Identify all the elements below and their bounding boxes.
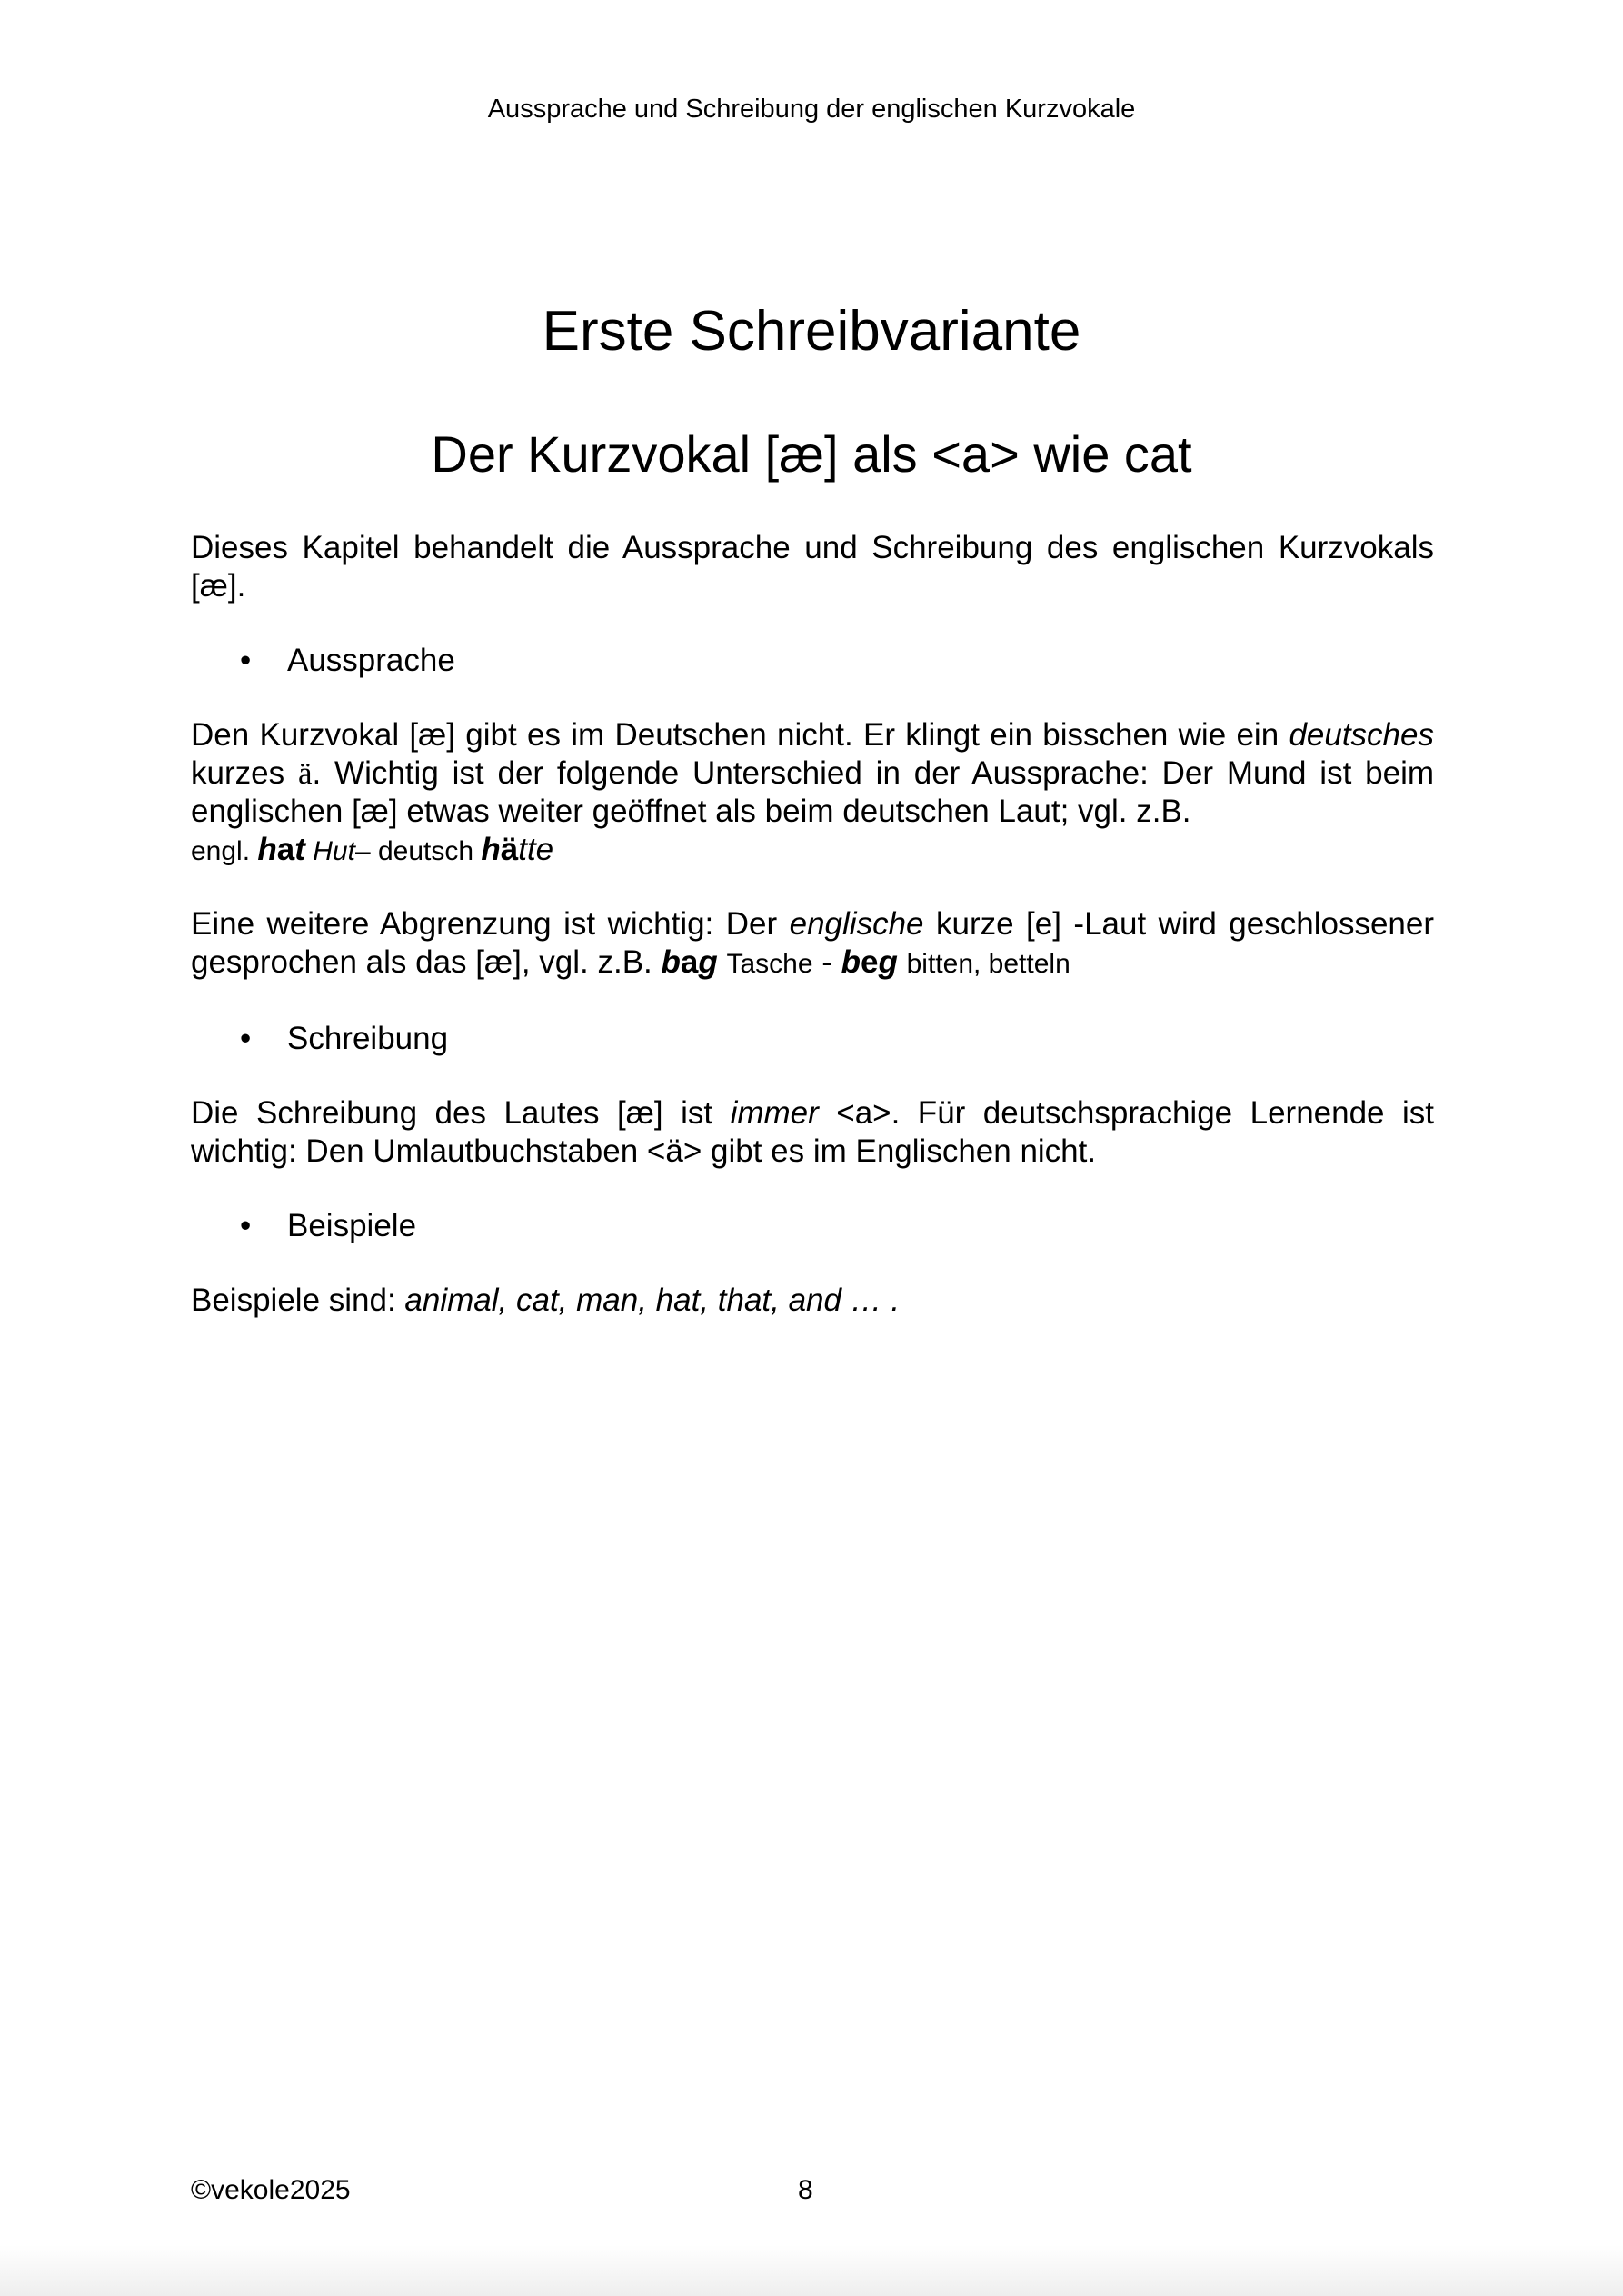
footer-page-number: 8 [798, 2175, 813, 2205]
example-word-haette: hätte [481, 832, 554, 867]
translation-hut: Hut [313, 836, 355, 866]
abgrenzung-paragraph: Eine weitere Abgrenzung ist wichtig: Der englische kurze [e] -Laut wird geschlossener gesprochen als das [æ], vgl. z.B. bag Tasche - beg bitten, betteln [191, 906, 1434, 980]
bullet-dot-icon: • [240, 1208, 252, 1243]
translation-tasche: Tasche [726, 949, 813, 979]
page-bottom-shade [0, 2245, 1623, 2296]
beispiele-paragraph: Beispiele sind: animal, cat, man, hat, that, and … . [191, 1283, 901, 1318]
aussprache-example: engl. hat Hut– deutsch hätte [191, 832, 554, 867]
aussprache-paragraph: Den Kurzvokal [æ] gibt es im Deutschen nicht. Er klingt ein bisschen wie ein deutsches kurzes ä. Wichtig ist der folgende Unterschied in der Aussprache: Der Mund ist beim englischen [æ] etwas weiter geöffnet als beim deutschen Laut; vgl. z.B. [191, 717, 1435, 829]
bullet-aussprache [191, 642, 1434, 680]
emphasis-immer: immer [730, 1095, 819, 1131]
bullet-dot-icon: • [240, 643, 252, 678]
emphasis-englische: englische [789, 906, 924, 942]
bullet-label: Schreibung [287, 1021, 449, 1056]
bullet-beispiele [191, 1207, 1434, 1245]
footer-copyright: ©vekole2025 [191, 2175, 351, 2205]
example-word-hat: hat [257, 832, 305, 867]
chapter-subtitle: Der Kurzvokal [æ] als <a> wie cat [431, 425, 1192, 483]
bullet-label: Aussprache [287, 643, 455, 678]
translation-bitten: bitten, betteln [906, 949, 1070, 979]
bullet-dot-icon: • [240, 1021, 252, 1056]
emphasis-deutsches: deutsches [1289, 717, 1434, 753]
examples-list: animal, cat, man, hat, that, and … . [404, 1283, 901, 1318]
chapter-title: Erste Schreibvariante [542, 300, 1081, 363]
serif-umlaut: ä [297, 755, 313, 791]
running-header: Aussprache und Schreibung der englischen Kurzvokale [487, 95, 1136, 124]
schreibung-paragraph: Die Schreibung des Lautes [æ] ist immer <a>. Für deutschsprachige Lernende ist wichtig: Den Umlautbuchstaben <ä> gibt es im Englischen nicht. [191, 1095, 1435, 1169]
bullet-label: Beispiele [287, 1208, 417, 1243]
example-word-beg: beg [841, 944, 898, 980]
main-content [191, 529, 1434, 1320]
intro-paragraph: Dieses Kapitel behandelt die Aussprache und Schreibung des englischen Kurzvokals [æ]. [191, 530, 1434, 604]
example-word-bag: bag [661, 944, 718, 980]
bullet-schreibung [191, 1020, 1434, 1058]
